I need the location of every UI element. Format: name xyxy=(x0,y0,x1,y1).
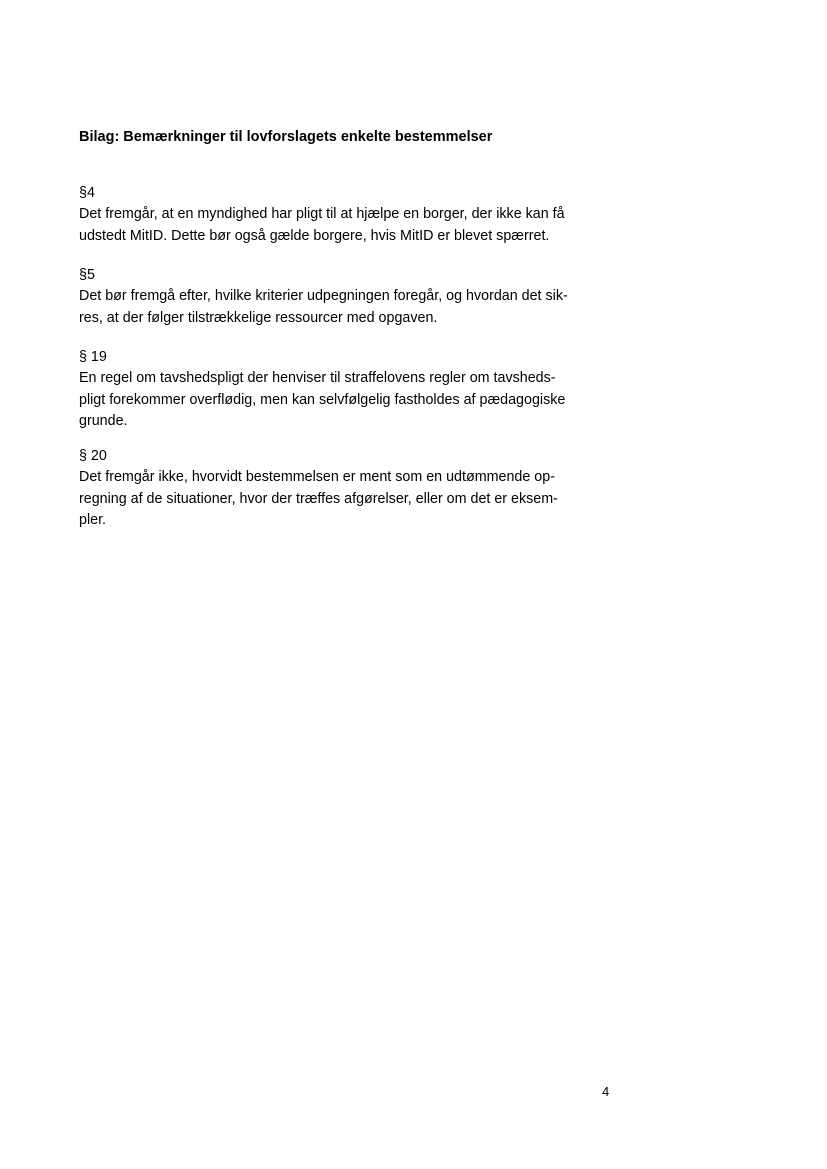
section-text-line: En regel om tavshedspligt der henviser til straffelovens regler om tavsheds- xyxy=(79,370,556,387)
section-text-line: regning af de situationer, hvor der træffes afgørelser, eller om det er eksem- xyxy=(79,490,558,507)
section-text-line: res, at der følger tilstrækkelige ressourcer med opgaven. xyxy=(79,309,438,326)
section-text-line: grunde. xyxy=(79,412,128,429)
section-text-line: pler. xyxy=(79,511,107,528)
section-paragraph-19 xyxy=(79,347,619,432)
section-paragraph-4 xyxy=(79,183,619,247)
section-paragraph-5 xyxy=(79,265,619,329)
section-reference: §4 xyxy=(79,185,95,201)
section-text-line: Det bør fremgå efter, hvilke kriterier udpegningen foregår, og hvordan det sik- xyxy=(79,288,568,305)
section-text-line: Det fremgår, at en myndighed har pligt til at hjælpe en borger, der ikke kan få xyxy=(79,206,565,223)
section-paragraph-20 xyxy=(79,446,619,531)
section-reference: §5 xyxy=(79,267,95,283)
section-reference: § 19 xyxy=(79,349,107,365)
section-text-line: pligt forekommer overflødig, men kan selvfølgelig fastholdes af pædagogiske xyxy=(79,391,566,408)
section-text-line: Det fremgår ikke, hvorvidt bestemmelsen er ment som en udtømmende op- xyxy=(79,469,555,486)
page-number: 4 xyxy=(602,1084,610,1099)
section-text-line: udstedt MitID. Dette bør også gælde borgere, hvis MitID er blevet spærret. xyxy=(79,227,550,244)
document-heading: Bilag: Bemærkninger til lovforslagets enkelte bestemmelser xyxy=(79,129,493,145)
section-reference: § 20 xyxy=(79,448,107,464)
